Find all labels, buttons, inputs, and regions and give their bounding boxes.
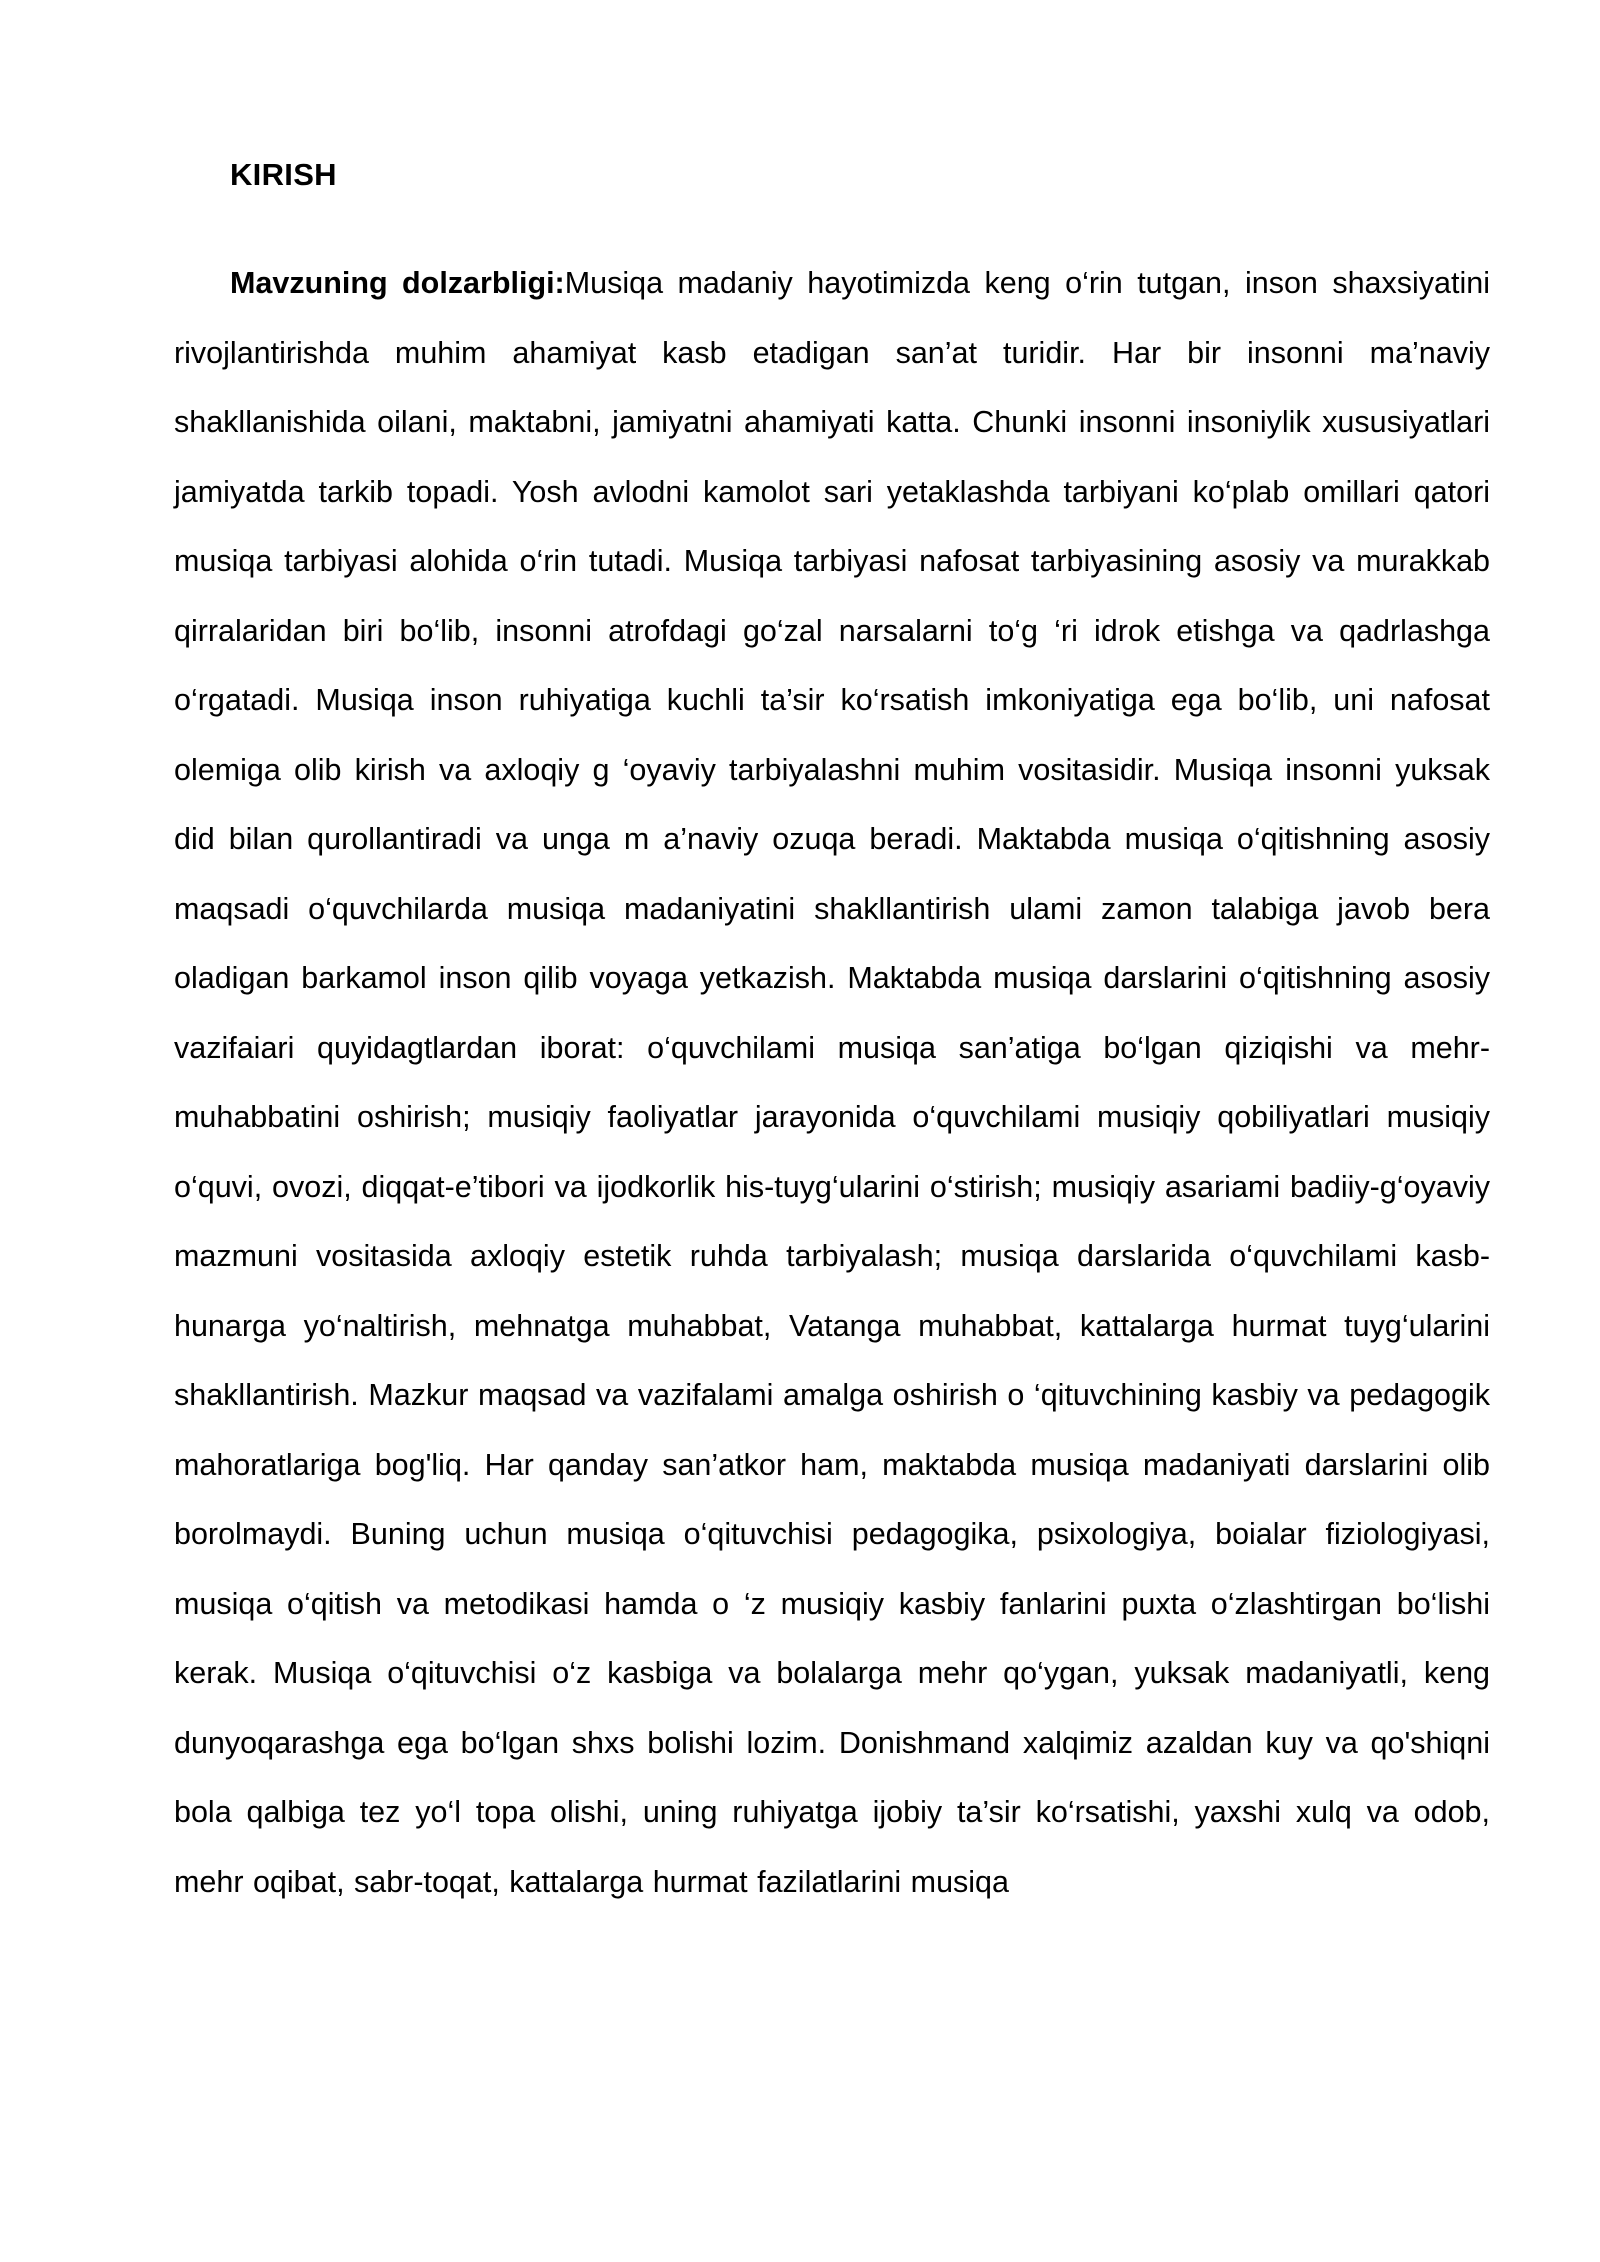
- paragraph-text: Musiqa madaniy hayotimizda keng o‘rin tutgan, inson shaxsiyatini rivojlantirishda muhim ahamiyat kasb etadigan san’at turidir. Har bir insonni ma’naviy shakllanishida oilani, maktabni, jamiyatni ahamiyati katta. Chunki insonni insoniylik xususiyatlari jamiyatda tarkib topadi. Yosh avlodni kamolot sari yetaklashda tarbiyani ko‘plab omillari qatori musiqa tarbiyasi alohida o‘rin tutadi. Musiqa tarbiyasi nafosat tarbiyasining asosiy va murakkab qirralaridan biri bo‘lib, insonni atrofdagi go‘zal narsalarni to‘g ‘ri idrok etishga va qadrlashga o‘rgatadi. Musiqa inson ruhiyatiga kuchli ta’sir ko‘rsatish imkoniyatiga ega bo‘lib, uni nafosat olemiga olib kirish va axloqiy g ‘oyaviy tarbiyalashni muhim vositasidir. Musiqa insonni yuksak did bilan qurollantiradi va unga m a’naviy ozuqa beradi. Maktabda musiqa o‘qitishning asosiy maqsadi o‘quvchilarda musiqa madaniyatini shakllantirish ulami zamon talabiga javob bera oladigan barkamol inson qilib voyaga yetkazish. Maktabda musiqa darslarini o‘qitishning asosiy vazifaiari quyidagtlardan iborat: o‘quvchilami musiqa san’atiga bo‘lgan qiziqishi va mehr-muhabbatini oshirish; musiqiy faoliyatlar jarayonida o‘quvchilami musiqiy qobiliyatlari musiqiy o‘quvi, ovozi, diqqat-e’tibori va ijodkorlik his-tuyg‘ularini o‘stirish; musiqiy asariami badiiy-g‘oyaviy mazmuni vositasida axloqiy estetik ruhda tarbiyalash; musiqa darslarida o‘quvchilami kasb-hunarga yo‘naltirish, mehnatga muhabbat, Vatanga muhabbat, kattalarga hurmat tuyg‘ularini shakllantirish. Mazkur maqsad va vazifalami amalga oshirish o ‘qituvchining kasbiy va pedagogik mahoratlariga bog'liq. Har qanday san’atkor ham, maktabda musiqa madaniyati darslarini olib borolmaydi. Buning uchun musiqa o‘qituvchisi pedagogika, psixologiya, boialar fiziologiyasi, musiqa o‘qitish va metodikasi hamda o ‘z musiqiy kasbiy fanlarini puxta o‘zlashtirgan bo‘lishi kerak. Musiqa o‘qituvchisi o‘z kasbiga va bolalarga mehr qo‘ygan, yuksak madaniyatli, keng dunyoqarashga ega bo‘lgan shxs bolishi lozim. Donishmand xalqimiz azaldan kuy va qo'shiqni bola qalbiga tez yo‘l topa olishi, uning ruhiyatga ijobiy ta’sir ko‘rsatishi, yaxshi xulq va odob, mehr oqibat, sabr-toqat, kattalarga hurmat fazilatlarini musiqa: [174, 266, 1490, 1899]
- section-heading: KIRISH: [230, 157, 337, 192]
- body-paragraph: [174, 249, 1490, 1917]
- lead-label: Mavzuning dolzarbligi:: [230, 266, 565, 300]
